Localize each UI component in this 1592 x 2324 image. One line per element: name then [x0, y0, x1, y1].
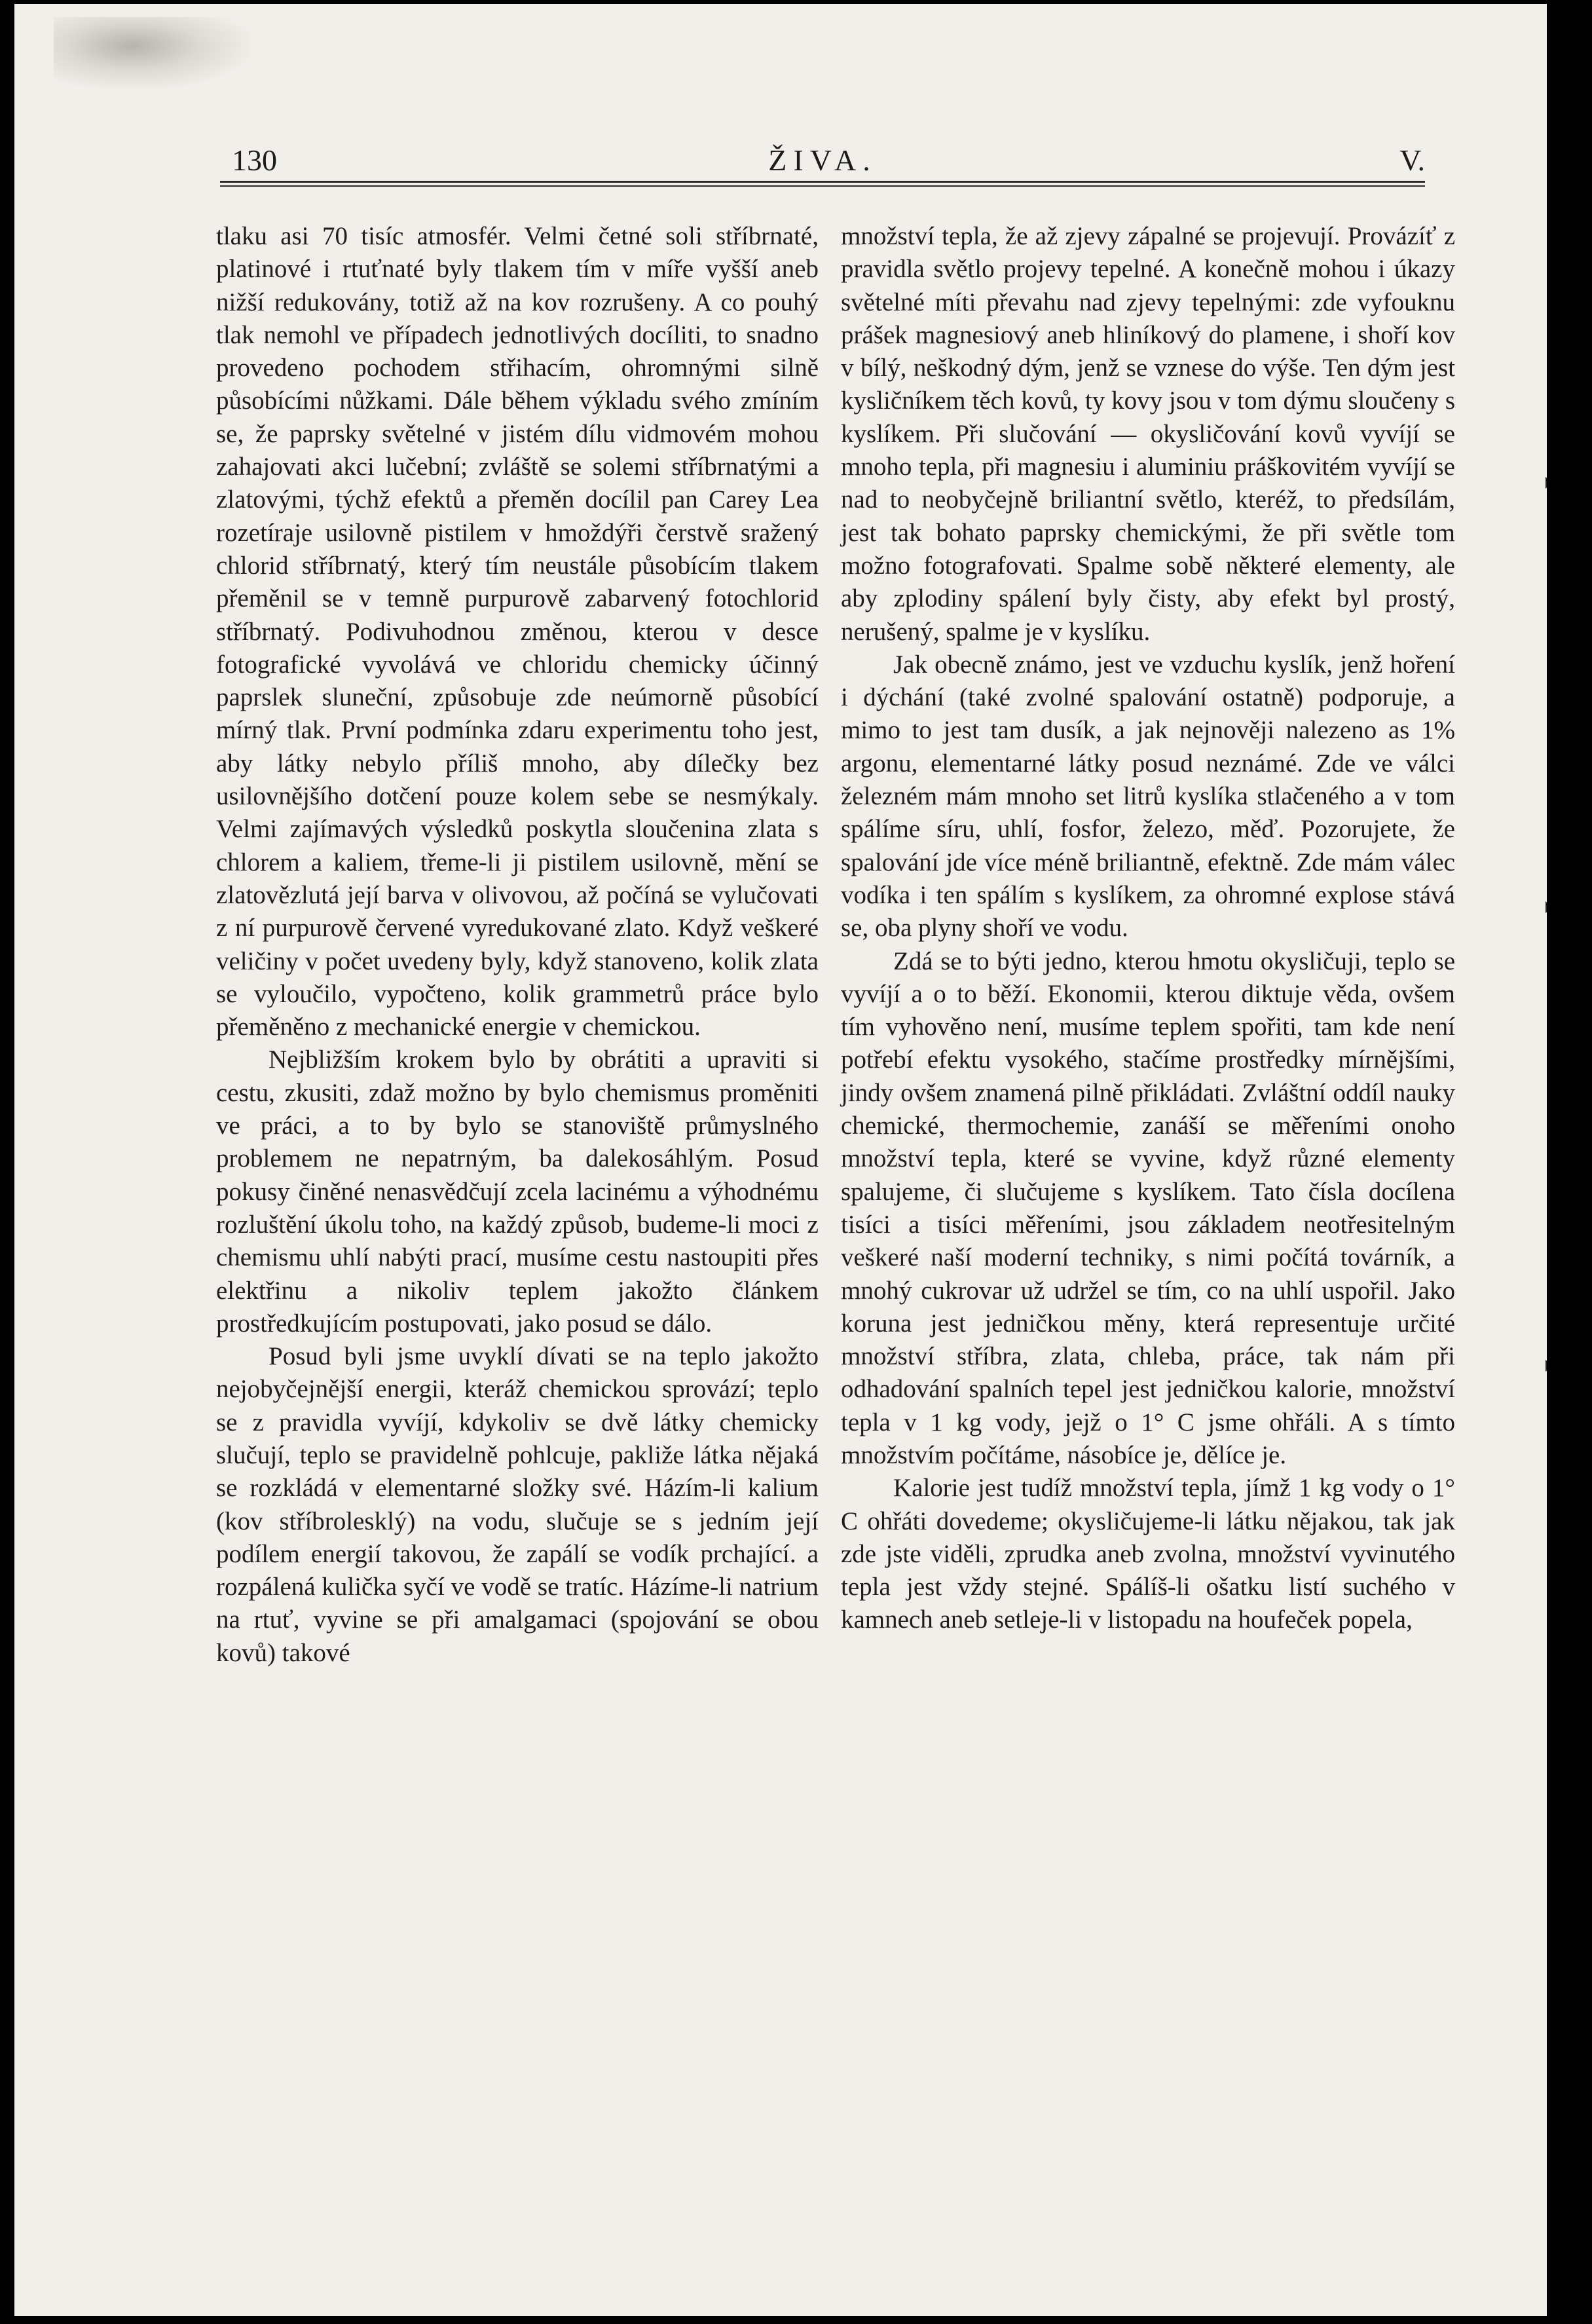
paragraph-right-1: množství tepla, že až zjevy zápalné se projevují. Provázíť z pravidla světlo projevy tepelné. A konečně mohou i úkazy světelné míti převahu nad zjevy tepelnými: zde vyfouknu prášek magnesiový aneb hliníkový do plamene, i shoří kov v bílý, neškodný dým, jenž se vznese do výše. Ten dým jest kysličníkem těch kovů, ty kovy jsou v tom dýmu sloučeny s kyslíkem. Při slučování — okysličování kovů vyvíjí se mnoho tepla, při magnesiu i aluminiu práškovitém vyvíjí se nad to neobyčejně briliantní světlo, kteréž, to předsílám, jest tak bohato paprsky chemickými, že při světle tom možno fotografovati. Spalme sobě některé elementy, ale aby zplodiny spálení byly čisty, aby efekt byl prostý, nerušený, spalme je v kyslíku.	[841, 222, 1455, 646]
scan-smudge	[54, 17, 250, 89]
scanned-page	[14, 4, 1547, 2316]
paragraph-right-4: Kalorie jest tudíž množství tepla, jímž 1 kg vody o 1° C ohřáti dovedeme; okysličujeme-li látku nějakou, tak jak zde jste viděli, zprudka aneb zvolna, množství vyvinutého tepla jest vždy stejné. Spálíš-li ošatku listí suchého v kamnech aneb setleje-li v listopadu na houfeček popela,	[841, 1474, 1455, 1634]
paragraph-left-2: Nejbližším krokem bylo by obrátiti a upraviti si cestu, zkusiti, zdaž možno by bylo chemismus proměniti ve práci, a to by bylo se stanoviště průmyslného problemem ne nepatrným, ba dalekosáhlým. Posud pokusy činěné nenasvědčují zcela lacinému a výhodnému rozluštění úkolu toho, na každý způsob, budeme-li moci z chemismu uhlí nabýti prací, musíme cestu nastoupiti přes elektřinu a nikoliv teplem jakožto článkem prostředkujícím postupovati, jako posud se dálo.	[216, 1045, 819, 1338]
right-column	[841, 220, 1455, 1637]
running-header	[220, 143, 1425, 182]
scan-border-right	[1547, 0, 1592, 2324]
header-rule-bottom	[220, 185, 1425, 187]
left-column	[216, 220, 819, 1670]
paragraph-right-2: Jak obecně známo, jest ve vzduchu kyslík, jenž hoření i dýchání (také zvolné spalování ostatně) podporuje, a mimo to jest tam dusík, a jak nejnověji nalezeno as 1% argonu, elementarné látky posud neznámé. Zde ve válci železném mám mnoho set litrů kyslíka stlačeného a v tom spálíme síru, uhlí, fosfor, železo, měď. Pozorujete, že spalování jde více méně briliantně, efektně. Zde mám válec vodíka i ten spálím s kyslíkem, za ohromné explose stává se, oba plyny shoří ve vodu.	[841, 650, 1455, 943]
paragraph-right-3: Zdá se to býti jedno, kterou hmotu okysličuji, teplo se vyvíjí a o to běží. Ekonomii, kterou diktuje věda, ovšem tím vyhověno není, musíme teplem spořiti, tam kde není potřebí efektu vysokého, stačíme prostředky mírnějšími, jindy ovšem znamená pilně přikládati. Zvláštní oddíl nauky chemické, thermochemie, zanáší se měřeními onoho množství tepla, které se vyvine, když různé elementy spalujeme, či slučujeme s kyslíkem. Tato čísla docílena tisíci a tisíci měřeními, jsou základem neotřesitelným veškeré naší moderní techniky, s nimi počítá továrník, a mnohý cukrovar už udržel se tím, co na uhlí uspořil. Jako koruna jest jedničkou měny, která representuje určité množství stříbra, zlata, chleba, práce, tak nám při odhadování spalních tepel jest jedničkou kalorie, množství tepla v 1 kg vody, jejž o 1° C jsme ohřáli. A s tímto množstvím počítáme, násobíce je, dělíce je.	[841, 946, 1455, 1469]
journal-title: ŽIVA.	[768, 143, 877, 177]
paragraph-left-3: Posud byli jsme uvyklí dívati se na teplo jakožto nejobyčejnější energii, kteráž chemickou sprovází; teplo se z pravidla vyvíjí, kdykoliv se dvě látky chemicky slučují, teplo se pravidelně pohlcuje, pakliže látka nějaká se rozkládá v elementarné složky své. Házím-li kalium (kov stříbrolesklý) na vodu, slučuje se s jedním její podílem energií takovou, že zapálí se vodík prchající. a rozpálená kulička syčí ve vodě se tratíc. Házíme-li natrium na rtuť, vyvine se při amalgamaci (spojování se obou kovů) takové	[216, 1342, 819, 1667]
header-rule-top	[220, 181, 1425, 183]
page-number: 130	[232, 143, 277, 177]
paragraph-left-1: tlaku asi 70 tisíc atmosfér. Velmi četné soli stříbrnaté, platinové i rtuťnaté byly tlakem tím v míře vyšší aneb nižší redukovány, totiž až na kov rozrušeny. A co pouhý tlak nemohl ve případech jednotlivých docíliti, to snadno provedeno pochodem střihacím, ohromnými silně působícími nůžkami. Dále během výkladu svého zmíním se, že paprsky světelné v jistém dílu vidmovém mohou zahajovati akci lučební; zvláště se solemi stříbrnatými a zlatovými, týchž efektů a přeměn docílil pan Carey Lea rozetíraje usilovně pistilem v hmoždýři čerstvě sražený chlorid stříbrnatý, který tím neustále působícím tlakem přeměnil se v temně purpurově zabarvený fotochlorid stříbrnatý. Podivuhodnou změnou, kterou v desce fotografické vyvolává ve chloridu chemicky účinný paprslek sluneční, způsobuje zde neúmorně působící mírný tlak. První podmínka zdaru experimentu toho jest, aby látky nebylo příliš mnoho, aby dílečky bez usilovnějšího dotčení pouze kolem sebe se nesmýkaly. Velmi zajímavých výsledků poskytla sloučenina zlata s chlorem a kaliem, třeme-li ji pistilem usilovně, mění se zlatovězlutá její barva v olivovou, až počíná se vylučovati z ní purpurově červené vyredukované zlato. Když veškeré veličiny v počet uvedeny byly, když stanoveno, kolik zlata se vyloučilo, vypočteno, kolik grammetrů práce bylo přeměněno z mechanické energie v chemickou.	[216, 222, 819, 1041]
volume-number: V.	[1399, 143, 1425, 177]
